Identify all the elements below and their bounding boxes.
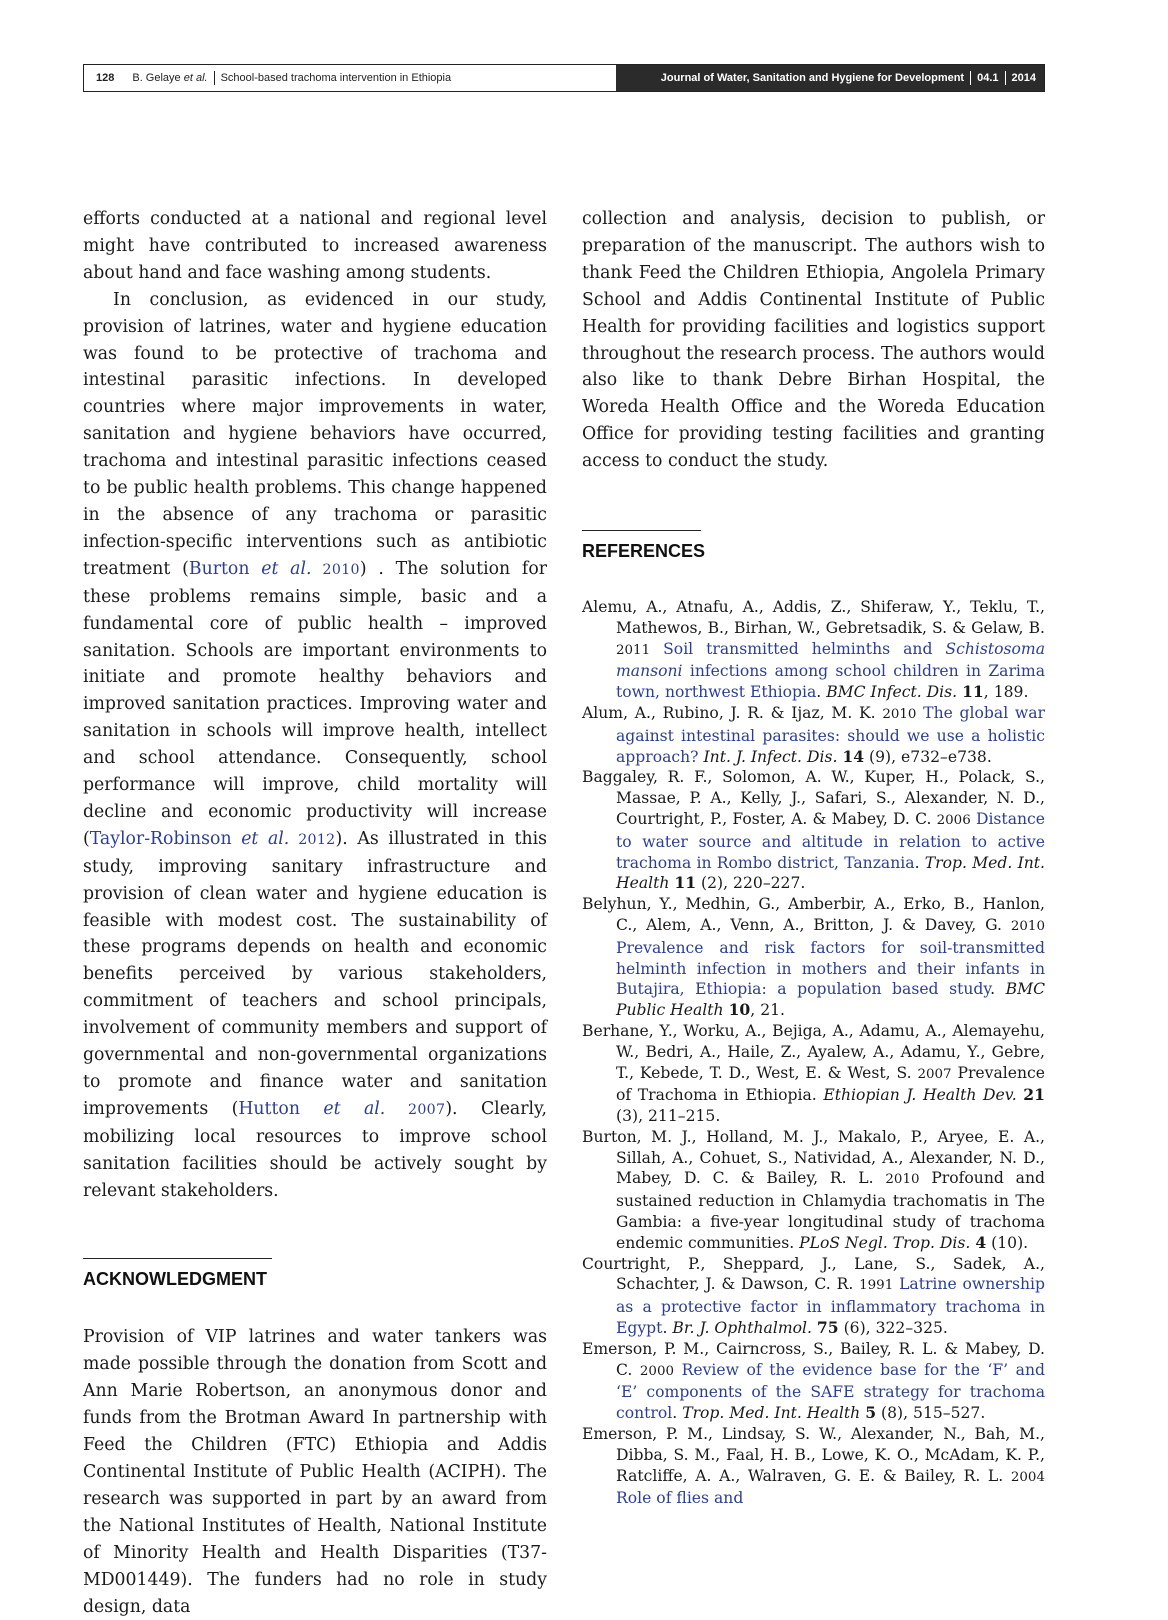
reference-item: Belyhun, Y., Medhin, G., Amberbir, A., Erko, B., Hanlon, C., Alem, A., Venn, A., Britton, J. & Davey, G. 2010 Prevalence and risk factors for soil-transmitted helminth infection in mothers and their infants in Butajira, Ethiopia: a population based study. BMC Public Health 10, 21. — [582, 895, 1045, 1020]
header-left — [84, 65, 616, 91]
citation-taylor-robinson-2012[interactable]: Taylor-Robinson et al. 2012 — [89, 828, 336, 849]
right-column — [582, 206, 1045, 1509]
citation-burton-2010[interactable]: Burton et al. 2010 — [188, 558, 360, 579]
paragraph-awareness: efforts conducted at a national and regional level might have contributed to increased awareness about hand and face washing among students. — [83, 209, 547, 283]
reference-link[interactable]: Prevalence and risk factors for soil-transmitted helminth infection in mothers and their infants in Butajira, Ethiopia: a population based study — [616, 938, 1045, 999]
left-column — [83, 206, 547, 1620]
header-divider — [214, 71, 215, 85]
acknowledgment-heading: ACKNOWLEDGMENT — [83, 1258, 547, 1293]
reference-item: Courtright, P., Sheppard, J., Lane, S., Sadek, A., Schachter, J. & Dawson, C. R. 1991 Latrine ownership as a protective factor in inflammatory trachoma in Egypt. Br. J. Ophthalmol. 75 (6), 322–325. — [582, 1254, 1045, 1338]
reference-link[interactable]: Review of the evidence base for the ‘F’ and ‘E’ components of the SAFE strategy for trachoma control — [616, 1360, 1045, 1423]
reference-list — [582, 597, 1045, 1509]
reference-link[interactable]: Role of flies and — [616, 1489, 744, 1508]
header-divider — [970, 71, 971, 85]
paragraph-conclusion: In conclusion, as evidenced in our study, provision of latrines, water and hygiene education was found to be protective of trachoma and intestinal parasitic infections. In developed countries where major improvements in water, sanitation and hygiene behaviors have occurred, trachoma and intestinal parasitic infections ceased to be public health problems. This change happened in the absence of any trachoma or parasitic infection-specific interventions such as antibiotic treatment (Burton et al. 2010) . The solution for these problems remains simple, basic and a fundamental core of public health – improved sanitation. Schools are important environments to initiate and promote healthy behaviors and improved sanitation practices. Improving water and sanitation in schools will improve health, intellect and school attendance. Consequently, school performance will improve, child mortality will decline and economic productivity will increase (Taylor-Robinson et al. 2012). As illustrated in this study, improving sanitary infrastructure and provision of clean water and hygiene education is feasible with modest cost. The sustainability of these programs depends on health and economic benefits perceived by various stakeholders, commitment of teachers and school principals, involvement of community members and support of governmental and non-governmental organizations to promote and finance water and sanitation improvements (Hutton et al. 2007). Clearly, mobilizing local resources to improve school sanitation facilities should be actively sought by relevant stakeholders. — [83, 289, 547, 1201]
reference-link[interactable]: The global war against intestinal parasites: should we use a holistic approach? — [616, 703, 1045, 766]
reference-item: Emerson, P. M., Cairncross, S., Bailey, R. L. & Mabey, D. C. 2000 Review of the evidence base for the ‘F’ and ‘E’ components of the SAFE strategy for trachoma control. Trop. Med. Int. Health 5 (8), 515–527. — [582, 1339, 1045, 1423]
reference-link[interactable]: Soil transmitted helminths and Schistosoma mansoni infections among school children in Zarima town, northwest Ethiopia — [616, 639, 1045, 702]
references-heading: REFERENCES — [582, 530, 1045, 565]
reference-item: Burton, M. J., Holland, M. J., Makalo, P., Aryee, E. A., Sillah, A., Cohuet, S., Natividad, A., Alexander, N. D., Mabey, D. C. & Bailey, R. L. 2010 Profound and sustained reduction in Chlamydia trachomatis in The Gambia: a five-year longitudinal study of trachoma endemic communities. PLoS Negl. Trop. Dis. 4 (10). — [582, 1127, 1045, 1252]
reference-link[interactable]: Latrine ownership as a protective factor in inflammatory trachoma in Egypt — [616, 1275, 1045, 1338]
header-authors: B. Gelaye et al. — [132, 72, 208, 84]
reference-item: Berhane, Y., Worku, A., Bejiga, A., Adamu, A., Alemayehu, W., Bedri, A., Haile, Z., Ayalew, A., Adamu, Y., Gebre, T., Kebede, T. D., West, E. & West, S. 2007 Prevalence of Trachoma in Ethiopia. Ethiopian J. Health Dev. 21 (3), 211–215. — [582, 1021, 1045, 1126]
header-journal-bar — [616, 65, 1044, 91]
journal-year: 2014 — [1011, 72, 1036, 84]
paragraph-acknowledgment-continued: collection and analysis, decision to publish, or preparation of the manuscript. The authors wish to thank Feed the Children Ethiopia, Angolela Primary School and Addis Continental Institute of Public Health for providing facilities and logistics support throughout the research process. The authors would also like to thank Debre Birhan Hospital, the Woreda Health Office and the Woreda Education Office for providing testing facilities and granting access to conduct the study. — [582, 209, 1045, 472]
reference-item: Alum, A., Rubino, J. R. & Ijaz, M. K. 2010 The global war against intestinal parasites: should we use a holistic approach? Int. J. Infect. Dis. 14 (9), e732–e738. — [582, 703, 1045, 766]
header-divider — [1005, 71, 1006, 85]
reference-item: Emerson, P. M., Lindsay, S. W., Alexander, N., Bah, M., Dibba, S. M., Faal, H. B., Lowe, K. O., McAdam, K. P., Ratcliffe, A. A., Walraven, G. E. & Bailey, R. L. 2004 Role of flies and — [582, 1425, 1045, 1508]
header-short-title: School-based trachoma intervention in Ethiopia — [220, 72, 452, 84]
journal-issue: 04.1 — [977, 72, 999, 84]
acknowledgment-text: Provision of VIP latrines and water tankers was made possible through the donation from Scott and Ann Marie Robertson, an anonymous donor and funds from the Brotman Award In partnership with Feed the Children (FTC) Ethiopia and Addis Continental Institute of Public Health (ACIPH). The research was supported in part by an award from the National Institutes of Health, National Institute of Minority Health and Health Disparities (T37-MD001449). The funders had no role in study design, data — [83, 1327, 547, 1617]
reference-item: Baggaley, R. F., Solomon, A. W., Kuper, H., Polack, S., Massae, P. A., Kelly, J., Safari, S., Alexander, N. D., Courtright, P., Foster, A. & Mabey, D. C. 2006 Distance to water source and altitude in relation to active trachoma in Rombo district, Tanzania. Trop. Med. Int. Health 11 (2), 220–227. — [582, 768, 1045, 893]
reference-link[interactable]: Distance to water source and altitude in relation to active trachoma in Rombo district, Tanzania — [616, 809, 1045, 872]
citation-hutton-2007[interactable]: Hutton et al. 2007 — [238, 1098, 446, 1119]
journal-name: Journal of Water, Sanitation and Hygiene for Development — [660, 72, 965, 84]
reference-item: Alemu, A., Atnafu, A., Addis, Z., Shiferaw, Y., Teklu, T., Mathewos, B., Birhan, W., Gebretsadik, S. & Gelaw, B. 2011 Soil transmitted helminths and Schistosoma mansoni infections among school children in Zarima town, northwest Ethiopia. BMC Infect. Dis. 11, 189. — [582, 597, 1045, 702]
running-header — [83, 64, 1045, 92]
page-number: 128 — [96, 72, 115, 84]
